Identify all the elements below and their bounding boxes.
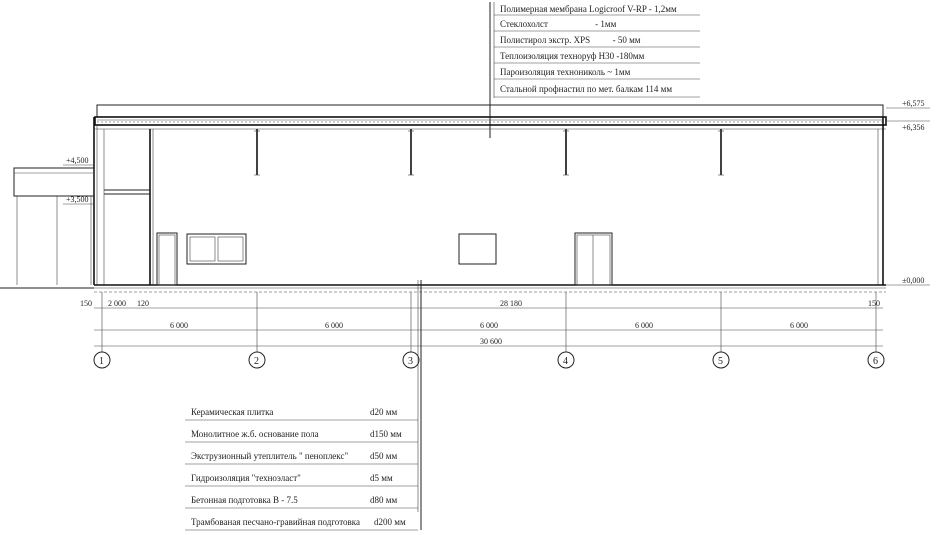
dim-28180: 28 180 [500,299,522,308]
openings [157,233,612,285]
floor-spec-name: Экструзионный утеплитель " пеноплекс" [191,451,349,461]
elevation-floor: ±0,000 [902,276,925,285]
roof-spec-item: Пароизоляция технониколь ~ 1мм [500,67,631,77]
roof-spec-item: Полимерная мембрана Logicroof V-RP - 1,2мм [500,4,677,14]
floor-spec-thickness: d50 мм [370,451,398,461]
floor-spec-name: Трамбованая песчано-гравийная подготовка [191,517,360,527]
ceiling-fixture [408,129,414,175]
floor-spec-name: Керамическая плитка [191,407,274,417]
floor-spec-name: Монолитное ж.б. основание пола [191,429,319,439]
ceiling-fixtures [254,129,724,175]
dim-span-1: 6 000 [170,321,188,330]
building-section [0,105,886,292]
dim-span-3: 6 000 [480,321,498,330]
floor-spec-thickness: d150 мм [370,429,402,439]
elevation-roof-bottom: +6,356 [902,123,925,132]
floor-spec-thickness: d5 мм [370,473,393,483]
dim-150-right: 150 [868,299,880,308]
window-center [459,234,496,264]
roof-spec-item: Стеклохолст - 1мм [500,19,617,29]
axis-label: 5 [718,356,723,367]
ceiling-fixture [254,129,260,175]
elevation-canopy-bottom: +3,500 [66,195,89,204]
door-double [575,233,612,285]
dimension-lines [80,299,883,346]
dim-120: 120 [137,299,149,308]
dim-2000: 2 000 [108,299,126,308]
dim-total: 30 600 [480,337,502,346]
floor-spec-thickness: d20 мм [370,407,398,417]
elevation-canopy-top: +4,500 [66,156,89,165]
ceiling-fixture [563,129,569,175]
axis-label: 6 [873,356,878,367]
dim-150-left: 150 [80,299,92,308]
roof-spec-item: Теплоизоляция техноруф Н30 -180мм [500,51,645,61]
entrance-canopy [14,156,94,285]
elevation-roof-top: +6,575 [902,99,925,108]
floor-spec-name: Гидроизоляция "техноэласт" [191,473,301,483]
floor-spec-thickness: d200 мм [374,517,406,527]
roof-spec-item: Стальной профнастил по мет. балкам 114 мм [500,84,673,94]
dim-span-2: 6 000 [325,321,343,330]
ceiling-fixture [718,129,724,175]
dim-span-4: 6 000 [635,321,653,330]
floor-spec-name: Бетонная подготовка B - 7.5 [191,495,298,505]
roof-spec-item: Полистирол экстр. XPS - 50 мм [500,35,641,45]
dim-span-5: 6 000 [790,321,808,330]
axis-label: 4 [563,356,568,367]
axis-label: 3 [408,356,413,367]
elevation-marks [886,99,930,285]
door-left [157,233,177,285]
axis-label: 2 [254,356,259,367]
axis-label: 1 [99,356,104,367]
floor-spec-table [185,280,421,530]
floor-spec-thickness: d80 мм [370,495,398,505]
window-double [187,234,246,264]
